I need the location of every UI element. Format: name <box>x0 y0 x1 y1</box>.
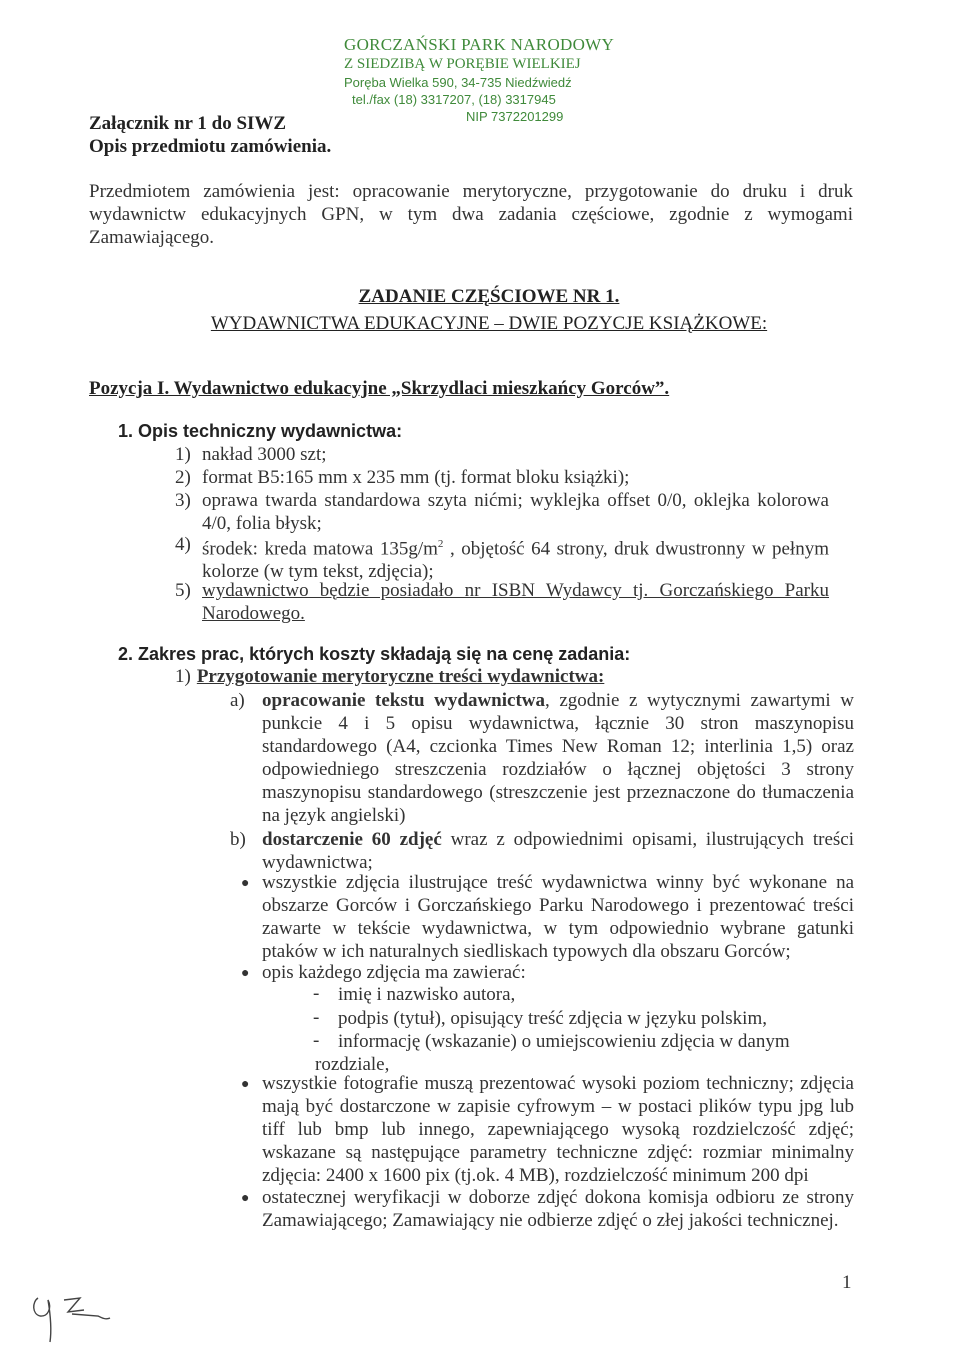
handwritten-initials <box>28 1284 118 1344</box>
subsection-title: Przygotowanie merytoryczne treści wydawnictwa: <box>196 666 605 687</box>
position-heading: Pozycja I. Wydawnictwo edukacyjne „Skrzydlaci mieszkańcy Gorców”. <box>89 378 670 399</box>
attachment-title: Załącznik nr 1 do SIWZ <box>89 113 287 134</box>
dash-marker: - <box>313 1007 320 1028</box>
stamp-line-phone: tel./fax (18) 3317207, (18) 3317945 <box>352 92 556 107</box>
spec-item-number: 2) <box>175 467 191 488</box>
superscript: 2 <box>437 538 444 550</box>
bullet-text: ostatecznej weryfikacji w doborze zdjęć dokona komisja odbioru ze strony Zamawiającego; Zamawiający nie odbierze zdjęć o złej jakości technicznej. <box>262 1187 854 1231</box>
stamp-line-address: Poręba Wielka 590, 34-735 Niedźwiedź <box>344 75 572 90</box>
dash-marker: - <box>313 983 320 1004</box>
attachment-header <box>89 112 331 158</box>
spec-item <box>175 466 875 489</box>
spec-item-text: wydawnictwo będzie posiadało nr ISBN Wydawcy tj. Gorczańskiego Parku Narodowego. <box>202 580 829 624</box>
bullet-icon: ● <box>241 1191 250 1206</box>
dash-text: informację (wskazanie) o umiejscowieniu zdjęcia w danym <box>338 1031 790 1052</box>
item-a-bold: opracowanie tekstu wydawnictwa <box>262 690 546 711</box>
bullet-icon: ● <box>241 1077 250 1092</box>
bullet-text: opis każdego zdjęcia ma zawierać: <box>262 962 526 983</box>
dash-text: podpis (tytuł), opisujący treść zdjęcia w języku polskim, <box>338 1008 767 1029</box>
stamp-line-nip: NIP 7372201299 <box>466 109 564 124</box>
page-number: 1 <box>842 1272 852 1293</box>
spec-item-number: 4) <box>175 534 191 555</box>
section1-heading: 1. Opis techniczny wydawnictwa: <box>118 421 403 441</box>
spec-item-number: 5) <box>175 580 191 601</box>
spec-item-text <box>202 533 829 583</box>
item-b-label: b) <box>230 829 246 850</box>
spec-item-text-part: środek: kreda matowa 135g/m <box>202 538 438 560</box>
spec-item <box>175 579 875 625</box>
spec-item-text: format B5:165 mm x 235 mm (tj. format bloku książki); <box>202 467 630 488</box>
stamp-line-seat: Z SIEDZIBĄ W PORĘBIE WIELKIEJ <box>344 56 581 72</box>
spec-item-text: nakład 3000 szt; <box>202 444 327 465</box>
item-b-rest: wraz z odpowiednimi opisami, ilustrujących treści wydawnictwa; <box>262 829 855 873</box>
bullet-text: wszystkie zdjęcia ilustrujące treść wydawnictwa winny być wykonane na obszarze Gorców i Gorczańskiego Parku Narodowego i prezentować treści zawarte w tekście wydawnictwa, w tym odpowiednio wybrane gatunki ptaków w ich naturalnych siedliskach typowych dla obszaru Gorców; <box>262 872 854 962</box>
task-subtitle: WYDAWNICTWA EDUKACYJNE – DWIE POZYCJE KSIĄŻKOWE: <box>210 313 768 334</box>
spec-item <box>175 489 875 535</box>
dash-text: rozdziale, <box>315 1054 390 1075</box>
item-b-text <box>262 828 854 874</box>
section2-heading: 2. Zakres prac, których koszty składają się na cenę zadania: <box>118 644 631 664</box>
subsection-heading <box>175 666 604 688</box>
intro-paragraph: Przedmiotem zamówienia jest: opracowanie merytoryczne, przygotowanie do druku i druk wydawnictw edukacyjnych GPN, w tym dwa zadania częściowe, zgodnie z wymogami Zamawiającego. <box>89 181 853 248</box>
spec-item-text: oprawa twarda standardowa szyta nićmi; wyklejka offset 0/0, oklejka kolorowa 4/0, folia błysk; <box>202 490 829 534</box>
subsection-number: 1) <box>175 666 191 687</box>
dash-marker: - <box>313 1030 320 1051</box>
item-a-text <box>262 689 854 827</box>
spec-item-number: 3) <box>175 490 191 511</box>
item-a-rest: , zgodnie z wytycznymi zawartymi w punkcie 4 i 5 opisu wydawnictwa, łącznie 30 stron maszynopisu standardowego (A4, czcionka Times New Roman 12; interlinia 1,5) oraz odpowiedniego streszczenia rozdziałów o łącznej objętości 3 strony maszynopisu standardowego (streszczenie jest przeznaczone do tłumaczenia na język angielski) <box>262 690 854 826</box>
bullet-icon: ● <box>241 966 250 981</box>
spec-item-number: 1) <box>175 444 191 465</box>
institution-stamp <box>344 35 644 125</box>
item-b-bold: dostarczenie 60 zdjęć <box>262 829 442 850</box>
item-a-label: a) <box>230 690 245 711</box>
dash-text: imię i nazwisko autora, <box>338 984 516 1005</box>
spec-item <box>175 443 875 466</box>
spec-item-text-part: , objętość 64 strony, druk dwustronny w pełnym kolorze (w tym tekst, zdjęcia); <box>202 538 829 583</box>
attachment-subtitle: Opis przedmiotu zamówienia. <box>89 136 332 157</box>
task-title: ZADANIE CZĘŚCIOWE NR 1. <box>358 286 620 307</box>
stamp-line-name: GORCZAŃSKI PARK NARODOWY <box>344 35 615 54</box>
spec-item <box>175 533 875 583</box>
bullet-icon: ● <box>241 876 250 891</box>
bullet-text: wszystkie fotografie muszą prezentować wysoki poziom techniczny; zdjęcia mają być dostarczone w zapisie cyfrowym – w postaci plików typu jpg lub tiff lub bmp lub innego, zapewniającego wysoką rozdzielczość zdjęć; wskazane są następujące parametry techniczne zdjęć: rozmiar minimalny zdjęcia: 2400 x 1600 pix (tj.ok. 4 MB), rozdzielczość minimum 200 dpi <box>262 1073 854 1186</box>
